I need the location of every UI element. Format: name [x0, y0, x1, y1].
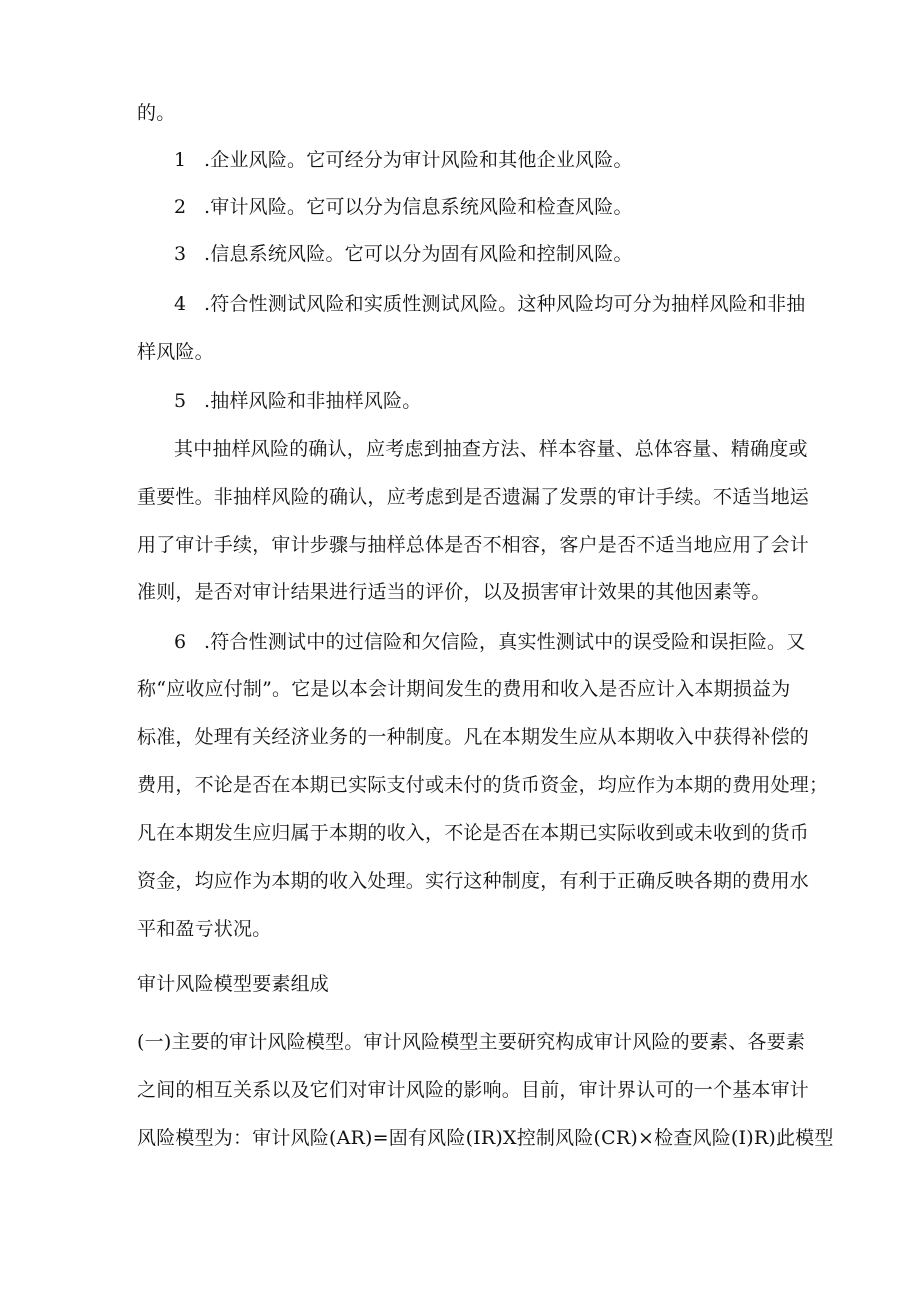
text-line: 其中抽样风险的确认，应考虑到抽查方法、样本容量、总体容量、精确度或 [174, 438, 808, 460]
text-line: 准则，是否对审计结果进行适当的评价，以及损害审计效果的其他因素等。 [137, 581, 771, 603]
list-text: .信息系统风险。它可以分为固有风险和控制风险。 [204, 243, 633, 265]
text-line: 称“应收应付制”。它是以本会计期间发生的费用和收入是否应计入本期损益为 [137, 678, 791, 700]
list-number: 6 [174, 631, 187, 653]
list-number: 2 [174, 196, 187, 218]
list-item-3 [174, 242, 633, 266]
list-item-6 [174, 630, 805, 654]
list-item-1 [174, 148, 633, 172]
list-item-2 [174, 195, 633, 219]
list-item-4 [174, 292, 805, 316]
text-line: 的。 [137, 102, 176, 124]
list-text: .企业风险。它可经分为审计风险和其他企业风险。 [204, 149, 633, 171]
text-line: 用了审计手续，审计步骤与抽样总体是否不相容，客户是否不适当地应用了会计 [137, 534, 810, 556]
text-line: 标准，处理有关经济业务的一种制度。凡在本期发生应从本期收入中获得补偿的 [137, 726, 810, 748]
text-line: 重要性。非抽样风险的确认，应考虑到是否遗漏了发票的审计手续。不适当地运 [137, 486, 810, 508]
text-line: (一)主要的审计风险模型。审计风险模型主要研究构成审计风险的要素、各要素 [137, 1031, 806, 1053]
text-line: 费用，不论是否在本期已实际支付或未付的货币资金，均应作为本期的费用处理； [137, 774, 829, 796]
text-line: 风险模型为：审计风险(AR)=固有风险(IR)X控制风险(CR)×检查风险(I)R)此模型 [137, 1127, 834, 1149]
text-line: 样风险。 [137, 341, 214, 363]
list-number: 3 [174, 243, 187, 265]
text-line: 凡在本期发生应归属于本期的收入，不论是否在本期已实际收到或未收到的货币 [137, 822, 810, 844]
text-line: 之间的相互关系以及它们对审计风险的影响。目前，审计界认可的一个基本审计 [137, 1079, 810, 1101]
list-number: 4 [174, 293, 187, 315]
list-text: .符合性测试中的过信险和欠信险，真实性测试中的误受险和误拒险。又 [204, 631, 806, 653]
section-heading: 审计风险模型要素组成 [137, 973, 330, 995]
list-number: 1 [174, 149, 187, 171]
text-line: 平和盈亏状况。 [137, 918, 272, 940]
text-line: 资金，均应作为本期的收入处理。实行这种制度，有利于正确反映各期的费用水 [137, 870, 810, 892]
list-text: .抽样风险和非抽样风险。 [204, 390, 422, 412]
list-text: .符合性测试风险和实质性测试风险。这种风险均可分为抽样风险和非抽 [204, 293, 806, 315]
list-item-5 [174, 389, 421, 413]
list-text: .审计风险。它可以分为信息系统风险和检查风险。 [204, 196, 633, 218]
list-number: 5 [174, 390, 187, 412]
